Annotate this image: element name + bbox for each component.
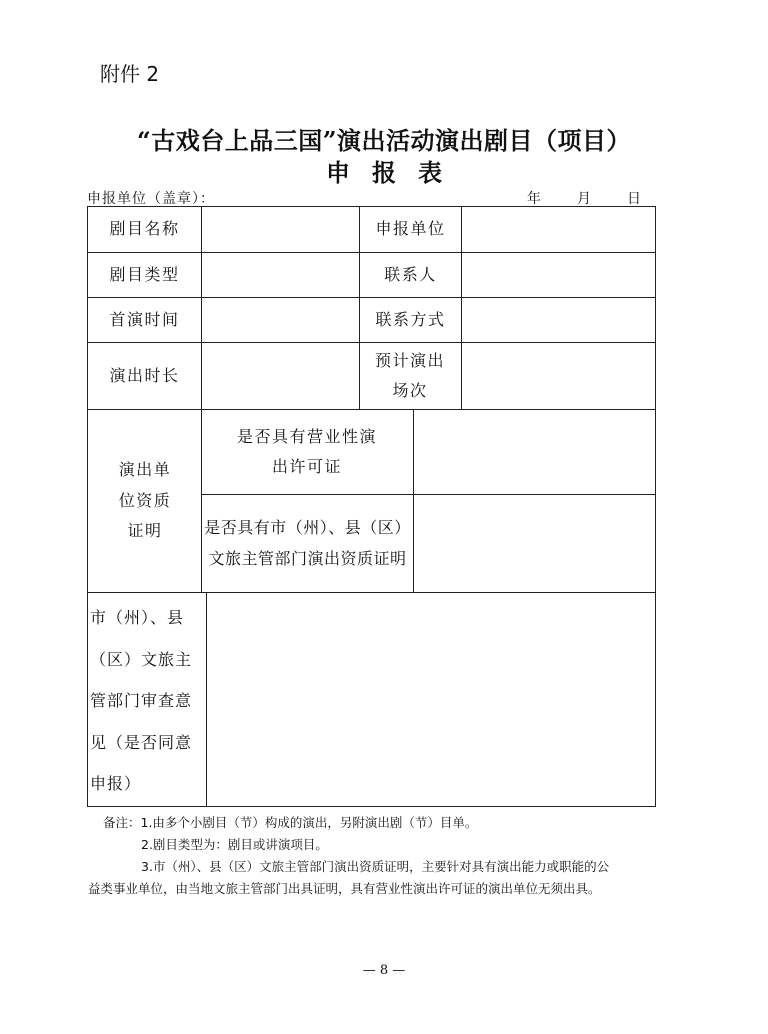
- application-form-table: [87, 206, 656, 807]
- planned-shows-field[interactable]: [462, 343, 655, 409]
- review-opinion-field[interactable]: [207, 593, 655, 806]
- form-title-line1: “古戏台上品三国”演出活动演出剧目（项目）: [136, 126, 632, 155]
- page-number: — 8 —: [362, 963, 406, 978]
- date-day-label: 日: [627, 191, 641, 207]
- applicant-unit-seal-label: 申报单位（盖章）：: [87, 191, 215, 207]
- premiere-time-field[interactable]: [202, 298, 359, 342]
- contact-person-field[interactable]: [462, 253, 655, 297]
- applicant-unit-field[interactable]: [462, 207, 655, 252]
- form-title-line2: 申报表: [326, 158, 464, 187]
- attachment-label: 附件 2: [100, 62, 160, 86]
- contact-person-label: 联系人: [384, 264, 437, 284]
- duration-field[interactable]: [202, 343, 359, 409]
- note-3-line1: 3.市（州）、县（区）文旅主管部门演出资质证明，主要针对具有演出能力或职能的公: [141, 859, 610, 874]
- contact-method-field[interactable]: [462, 298, 655, 342]
- drama-type-field[interactable]: [202, 253, 359, 297]
- license-answer-field[interactable]: [414, 410, 655, 494]
- applicant-unit-label: 申报单位: [375, 219, 446, 239]
- planned-shows-label: 预计演出场次: [374, 350, 445, 400]
- date-month-label: 月: [577, 191, 591, 207]
- date-year-label: 年: [527, 191, 541, 207]
- duration-label: 演出时长: [109, 365, 180, 385]
- drama-name-label: 剧目名称: [109, 219, 180, 239]
- drama-type-label: 剧目类型: [109, 264, 180, 284]
- premiere-time-label: 首演时间: [109, 309, 180, 329]
- note-2: 2.剧目类型为：剧目或讲演项目。: [141, 837, 328, 852]
- license-question-label: 是否具有营业性演出许可证: [236, 426, 377, 476]
- review-opinion-label: 市（州）、县（区）文旅主管部门审查意见（是否同意申报）: [90, 608, 193, 794]
- note-1: 备注：1.由多个小剧目（节）构成的演出，另附演出剧（节）目单。: [103, 815, 478, 830]
- qualification-label: 演出单位资质证明: [118, 460, 172, 541]
- form-notes: [88, 812, 703, 900]
- dept-cert-answer-field[interactable]: [414, 495, 655, 592]
- dept-cert-question-label: 是否具有市（州）、县（区）文旅主管部门演出资质证明: [204, 518, 411, 568]
- contact-method-label: 联系方式: [375, 309, 446, 329]
- drama-name-field[interactable]: [202, 207, 359, 252]
- note-3-line2: 益类事业单位，由当地文旅主管部门出具证明，具有营业性演出许可证的演出单位无须出具。: [88, 881, 601, 896]
